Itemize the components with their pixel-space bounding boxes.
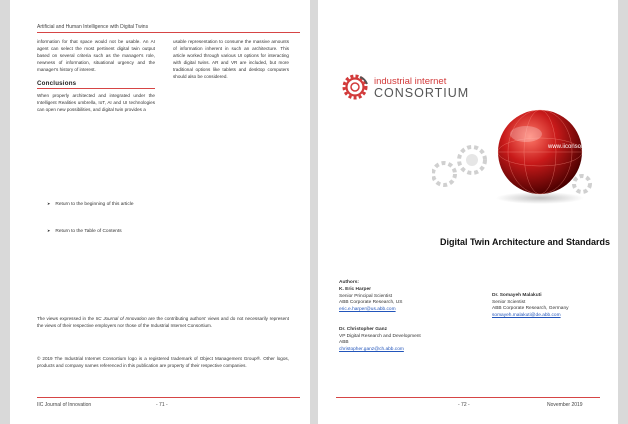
return-to-toc-link[interactable] (47, 228, 122, 234)
page-number: - 71 - (156, 402, 168, 408)
link-label: Return to the beginning of this article (55, 202, 134, 207)
body-paragraph: information for that space would not be usable. An AI agent can select the most pertinent digital twin output based on several criteria such as the manager's role, newness of information, situational urgency and the manager's history of interest. (37, 39, 155, 72)
author-affiliation: ABB Corporate Research, Germany (492, 306, 569, 312)
footer-rule (37, 397, 300, 398)
document-title: Digital Twin Architecture and Standards (439, 237, 610, 247)
author-email-link[interactable]: christopher.ganz@ch.abb.com (339, 346, 404, 352)
gear-logo-icon (340, 72, 370, 102)
text-column-left (37, 39, 155, 114)
section-rule (37, 88, 155, 89)
globe-url: www.iiconsortium.org (548, 144, 605, 150)
arrow-right-icon: ➤ (47, 228, 51, 233)
author-title: Senior Principal Scientist (339, 293, 393, 299)
author-name: Dr. Christopher Ganz (339, 327, 387, 332)
author-entry (339, 287, 402, 313)
author-entry (339, 327, 421, 353)
copyright-notice: © 2019 The Industrial Internet Consortium logo is a registered trademark of Object Management Group®. Other logos, products and company names referenced in this publication are property of their respective companies. (37, 356, 289, 368)
globe-image (432, 104, 612, 204)
left-page (10, 0, 310, 424)
text-column-right (173, 39, 289, 80)
arrow-right-icon: ➤ (47, 201, 51, 206)
logo-line-2: CONSORTIUM (374, 86, 470, 100)
views-prefix: The views expressed in the (37, 316, 96, 321)
author-affiliation: ABB (339, 340, 349, 346)
journal-name: IIC Journal of Innovation (95, 316, 147, 321)
footer-date: November 2019 (547, 402, 583, 408)
logo-line-1: industrial internet (374, 76, 447, 87)
footer-journal: IIC Journal of Innovation (37, 402, 92, 408)
author-entry (492, 293, 569, 319)
section-title: Conclusions (37, 79, 77, 87)
author-name: K. Eric Harper (339, 287, 371, 292)
authors-label: Authors: (339, 280, 359, 285)
return-to-article-link[interactable] (47, 201, 134, 207)
author-name: Dr. Somayeh Malakuti (492, 293, 542, 298)
views-disclaimer (37, 316, 289, 330)
author-title: Senior Scientist (492, 299, 526, 305)
views-suffix: are the contributing authors' views and do not necessarily represent the views of their respective employers nor those of the Industrial Internet Consortium. (37, 316, 289, 328)
author-email-link[interactable]: somayeh.malakuti@de.abb.com (492, 312, 561, 318)
footer-rule (336, 397, 600, 398)
right-page (318, 0, 618, 424)
link-label: Return to the Table of Contents (55, 229, 122, 234)
author-email-link[interactable]: eric.e.harper@us.abb.com (339, 306, 396, 312)
running-head: Artificial and Human Intelligence with Digital Twins (37, 24, 149, 30)
page-number: - 72 - (458, 402, 470, 408)
author-title: VP Digital Research and Development (339, 333, 421, 339)
authors-block (339, 280, 609, 352)
conclusion-paragraph: When properly architected and integrated under the Intelligent Realities umbrella, IoT, AI and UI technologies can open new possibilities, and digital twin provides a (37, 93, 155, 113)
header-rule (37, 32, 300, 33)
author-affiliation: ABB Corporate Research, US (339, 300, 403, 306)
body-paragraph: usable representation to consume the massive amounts of information inherent in such an architecture. This article worked through various UI options for interacting with digital twins. AR and VR are included, but more traditional options like tablets and desktop computers should also be considered. (173, 39, 289, 79)
